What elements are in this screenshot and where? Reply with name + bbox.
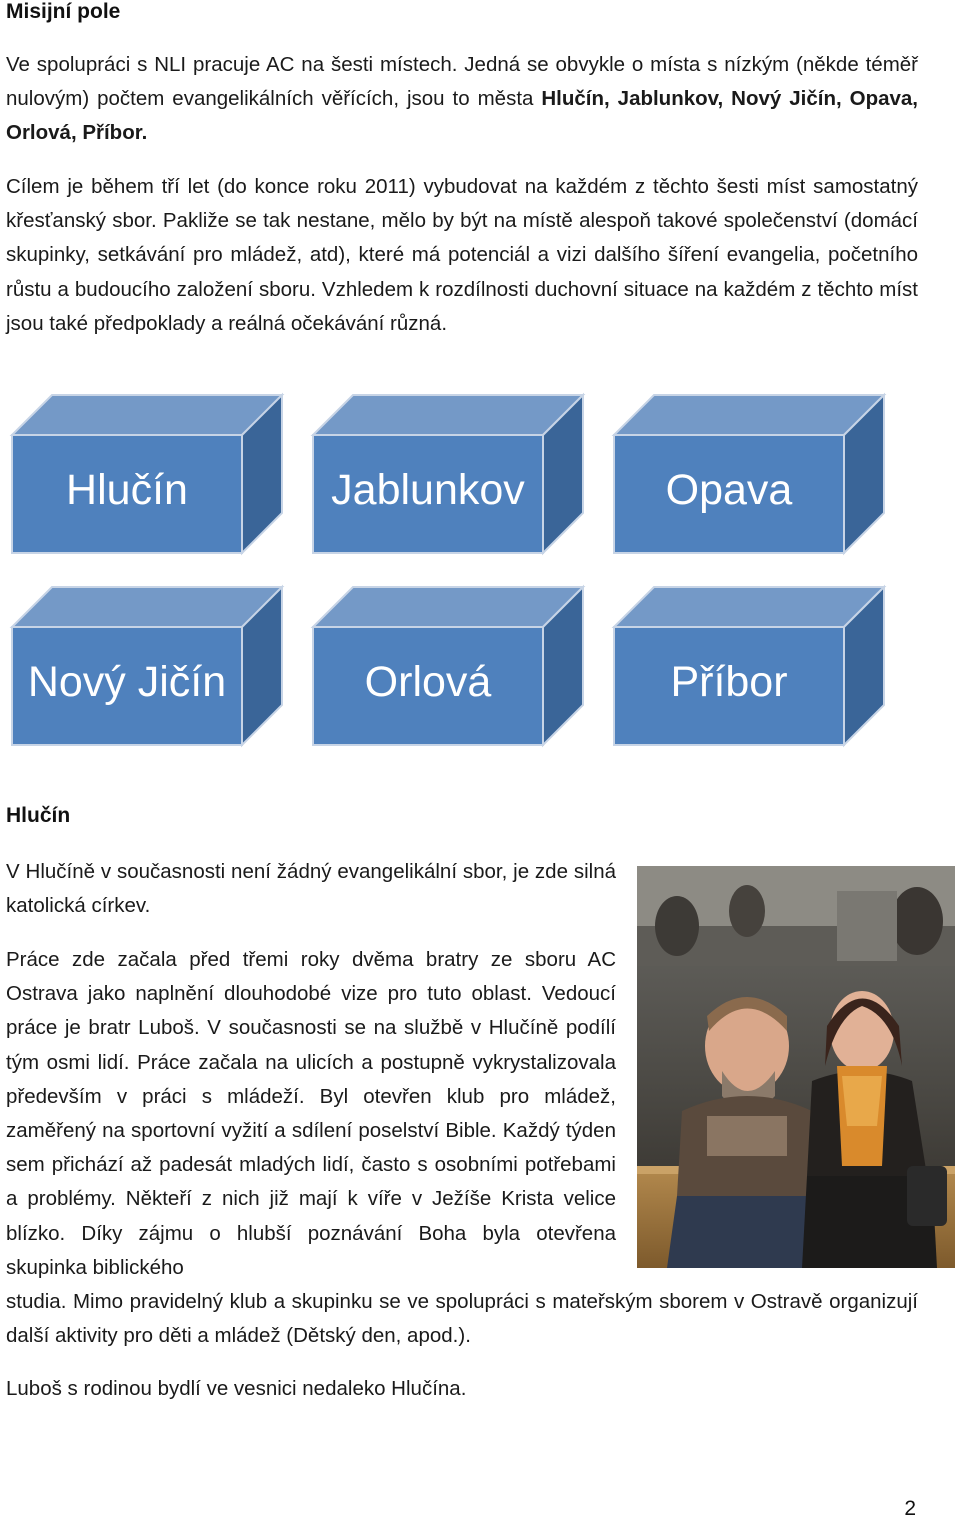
city-cube-label: Příbor [670, 658, 788, 706]
hlucin-paragraph-1: V Hlučíně v současnosti není žádný evangelikální sbor, je zde silná katolická církev. [6, 860, 616, 918]
cube-top-face [12, 395, 282, 435]
section-heading-hlucin: Hlučín [6, 804, 71, 827]
cube-top-face [12, 587, 282, 627]
section-heading-misijni-pole: Misijní pole [6, 0, 121, 23]
city-cube-label: Orlová [364, 658, 492, 706]
intro-text: Ve spolupráci s NLI pracuje AC na šesti místech. Jedná se obvykle o místa s nízkým (někde téměř nulovým) počtem evangelikálních věřících, jsou to města [6, 53, 918, 111]
page-number: 2 [904, 1497, 916, 1520]
cube-top-face [614, 395, 884, 435]
hlucin-paragraph-2-continued: studia. Mimo pravidelný klub a skupinku se ve spolupráci s mateřským sborem v Ostravě organizují další aktivity pro děti a mládež (Dětský den, apod.). [6, 1290, 918, 1348]
cube-top-face [313, 587, 583, 627]
city-cube-label: Hlučín [66, 466, 188, 514]
city-cube-label: Nový Jičín [27, 658, 227, 706]
hlucin-paragraph-2: Práce zde začala před třemi roky dvěma bratry ze sboru AC Ostrava jako naplnění dlouhodobé vize pro tuto oblast. Vedoucí práce je bratr Luboš. V současnosti se na službě v Hlučíně podílí tým osmi lidí. Práce začala na ulicích a postupně vykrystalizovala především v práci s mládeží. Byl otevřen klub pro mládež, zaměřený na sportovní vyžití a sdílení poselství Bible. Každý týden sem přichází až padesát mladých lidí, často s osobními potřebami a problémy. Někteří z nich již mají k víře v Ježíše Krista velice blízko. Díky zájmu o hlubší poznávání Boha byla otevřena skupinka biblického [6, 948, 616, 1279]
intro-cities: Hlučín, Jablunkov, Nový Jičín, Opava, Orlová, Příbor. [6, 87, 918, 145]
hlucin-paragraph-3: Luboš s rodinou bydlí ve vesnici nedaleko Hlučína. [6, 1377, 467, 1400]
city-cube-label: Opava [665, 466, 793, 514]
team-photo [637, 866, 955, 1268]
cube-top-face [313, 395, 583, 435]
cube-top-face [614, 587, 884, 627]
city-cube-label: Jablunkov [331, 466, 525, 514]
goal-paragraph: Cílem je během tří let (do konce roku 2011) vybudovat na každém z těchto šesti míst samostatný křesťanský sbor. Pakliže se tak nestane, mělo by být na místě alespoň takové společenství (domácí skupinky, setkávání pro mládež, atd), které má potenciál a vizi dalšího šíření evangelia, početního růstu a budoucího založení sboru. Vzhledem k rozdílnosti duchovní situace na každém z těchto míst jsou také předpoklady a reálná očekávání různá. [6, 175, 918, 335]
